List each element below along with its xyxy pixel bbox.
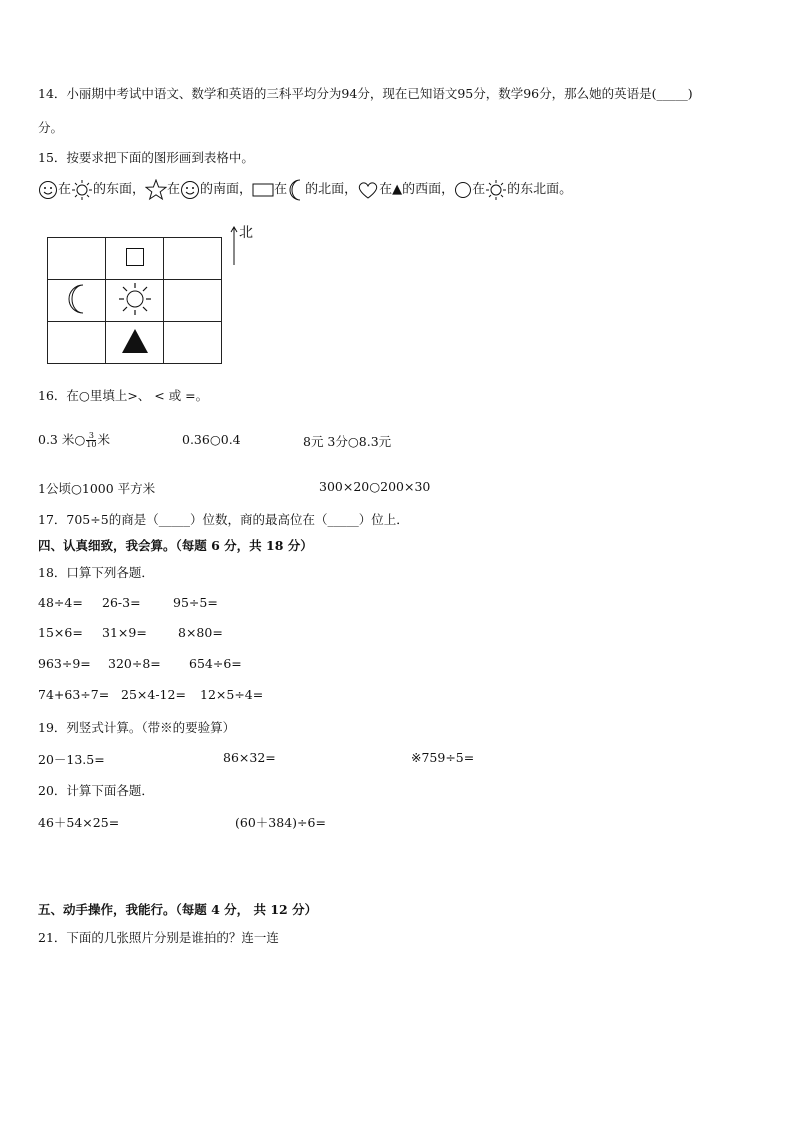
calc-item: 26-3= [102,595,141,610]
moon-icon [63,283,91,315]
section-5-title: 五、动手操作，我能行。（每题 4 分， 共 12 分） [38,902,318,917]
grid-cell[interactable] [48,238,106,280]
q17-blank-1[interactable]: _____ [158,512,190,527]
direction-grid [47,237,222,364]
grid-cell[interactable] [106,280,164,322]
q21-title: 21．下面的几张照片分别是谁拍的？连一连 [38,930,279,945]
calc-item: 46＋54×25= [38,815,120,830]
rectangle-icon [252,182,274,198]
calc-item: 8×80= [178,625,223,640]
calc-item: 15×6= [38,625,83,640]
q14-blank[interactable]: _____ [656,86,688,101]
calc-item: ※759÷5= [411,750,475,765]
grid-cell[interactable] [164,238,222,280]
compare-item[interactable]: 1公顷○1000 平方米 [38,481,156,496]
calc-item: 95÷5= [173,595,218,610]
compare-item[interactable]: 0.3 米○ $\frac{3}{10}$ 米 [38,431,110,449]
grid-cell[interactable] [164,322,222,364]
q16-title: 16．在○里填上>、 < 或 =。 [38,388,209,403]
triangle-icon [121,328,149,354]
smiley-icon [180,180,200,200]
calc-item: 320÷8= [108,656,161,671]
smiley-icon [38,180,58,200]
calc-item: 25×4-12= [121,687,186,702]
q15-instructions: 在 的东面， 在 的南面， 在 的北面， 在▲的西面， 在 的东北面。 [38,178,572,201]
section-4-title: 四、认真细致，我会算。（每题 6 分，共 18 分） [38,538,313,553]
compare-item[interactable]: 0.36○0.4 [182,432,241,447]
grid-cell[interactable] [164,280,222,322]
sun-icon [485,179,507,201]
q18-title: 18．口算下列各题． [38,565,154,580]
grid-cell[interactable] [106,322,164,364]
q14-line1: 14．小丽期中考试中语文、数学和英语的三科平均分为94分，现在已知语文95分，数学96分，那么她的英语是(_____) [38,86,693,101]
north-label: 北 [239,225,253,241]
calc-item: 654÷6= [189,656,242,671]
heart-icon [357,180,379,200]
calc-item: 963÷9= [38,656,91,671]
sun-icon [71,179,93,201]
calc-item: 31×9= [102,625,147,640]
star-icon [145,179,167,201]
compare-item[interactable]: 8元 3分○8.3元 [303,434,392,449]
moon-icon [287,179,305,201]
q15-title: 15．按要求把下面的图形画到表格中。 [38,150,254,165]
circle-icon [454,181,472,199]
sun-icon [118,282,152,316]
calc-item: 12×5÷4= [200,687,264,702]
grid-cell[interactable] [106,238,164,280]
q20-title: 20．计算下面各题． [38,783,154,798]
calc-item: 86×32= [223,750,276,765]
square-icon [125,247,145,267]
fraction: $\frac{3}{10}$ [86,431,97,449]
calc-item: 48÷4= [38,595,83,610]
grid-cell[interactable] [48,280,106,322]
calc-item: 20－13.5= [38,752,105,767]
grid-cell[interactable] [48,322,106,364]
compare-item[interactable]: 300×20○200×30 [319,479,431,494]
calc-item: (60＋384)÷6= [235,815,326,830]
q14-line2: 分。 [38,120,64,135]
q17-line: 17．705÷5的商是（_____）位数，商的最高位在（_____）位上． [38,512,409,527]
q17-blank-2[interactable]: _____ [327,512,359,527]
q19-title: 19．列竖式计算。（带※的要验算） [38,720,236,735]
calc-item: 74+63÷7= [38,687,110,702]
